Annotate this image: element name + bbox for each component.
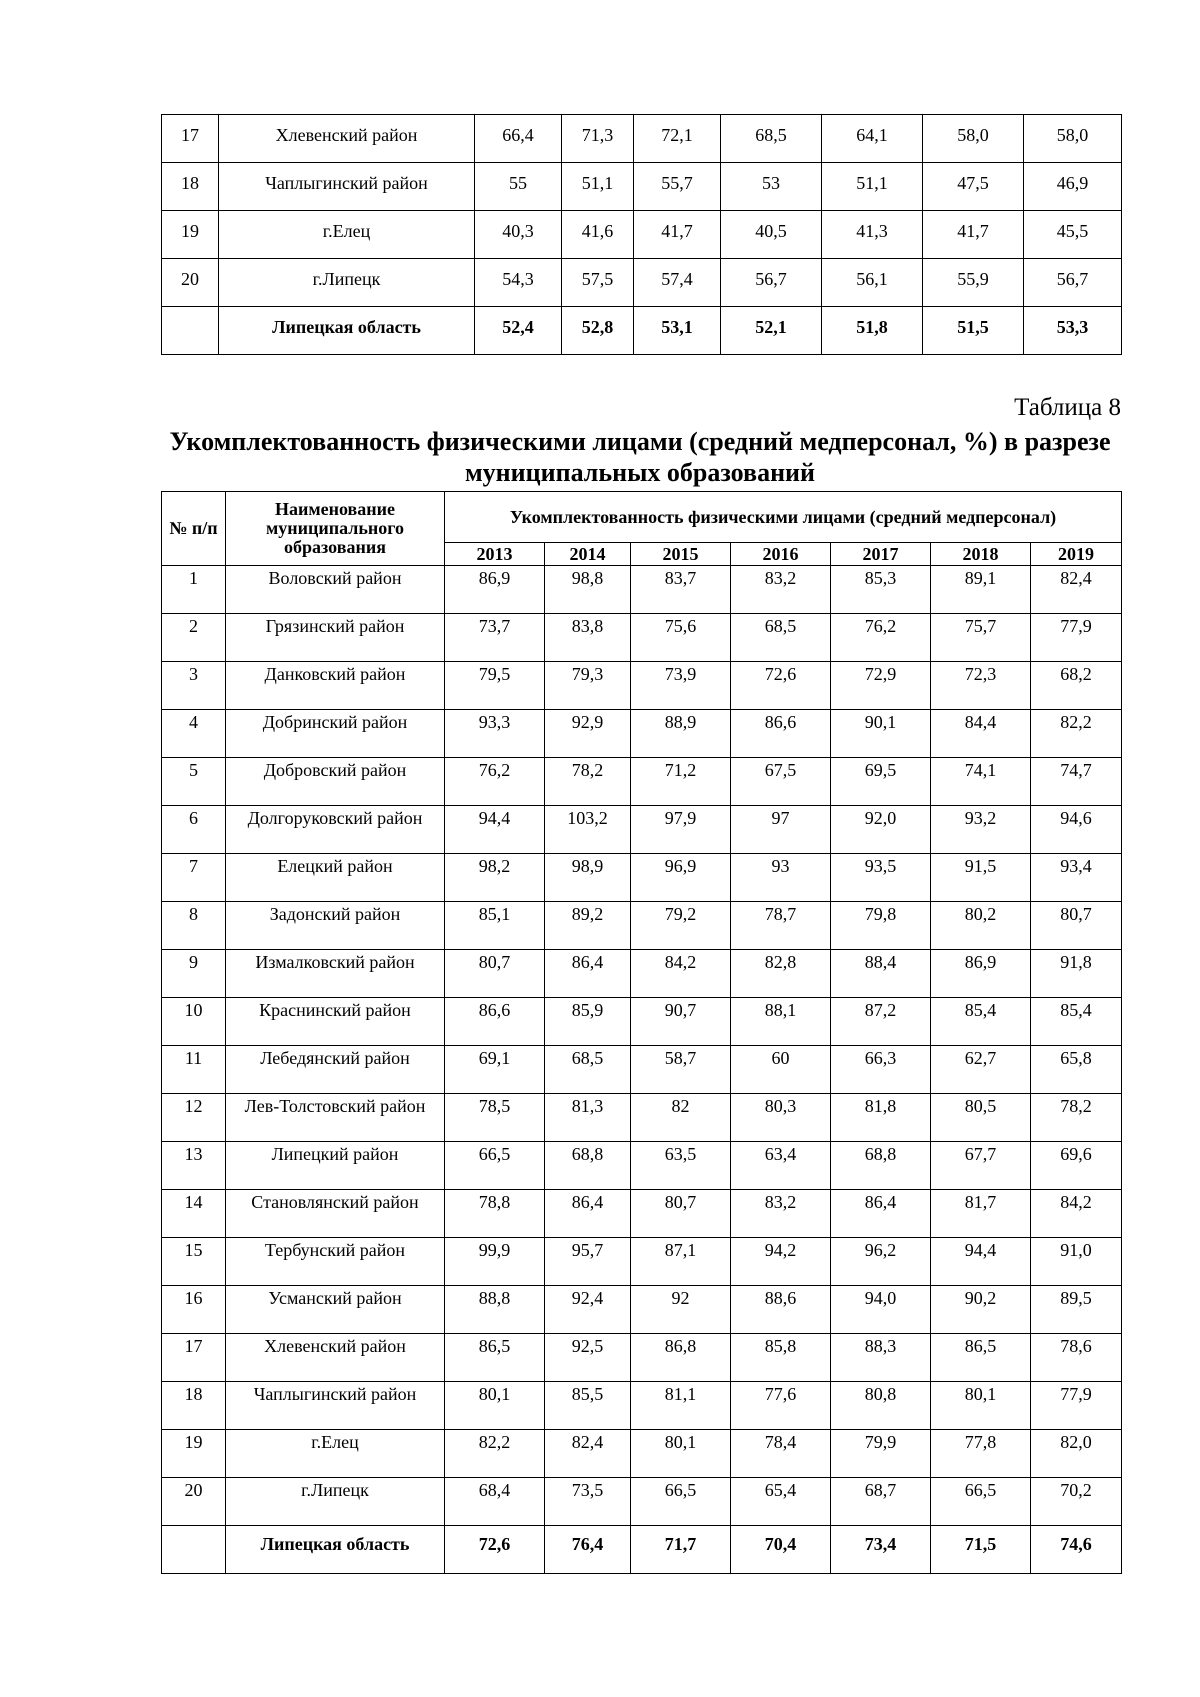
value-cell: 56,1 [822,259,923,307]
row-num-cell: 11 [162,1046,226,1094]
row-num-cell: 20 [162,1478,226,1526]
value-cell: 78,7 [731,902,831,950]
header-year: 2018 [931,543,1031,566]
row-name-cell: Данковский район [226,662,445,710]
table-row [162,614,1122,662]
value-cell: 46,9 [1024,163,1122,211]
value-cell: 86,4 [545,1190,631,1238]
value-cell: 79,2 [631,902,731,950]
row-name-cell: Добринский район [226,710,445,758]
table-row [162,1190,1122,1238]
value-cell: 93 [731,854,831,902]
value-cell: 90,2 [931,1286,1031,1334]
row-name-cell: Тербунский район [226,1238,445,1286]
row-name-cell: Задонский район [226,902,445,950]
row-num-cell: 7 [162,854,226,902]
value-cell: 70,2 [1031,1478,1122,1526]
table-row [162,854,1122,902]
row-num-cell: 5 [162,758,226,806]
table-row [162,115,1122,163]
value-cell: 95,7 [545,1238,631,1286]
row-num-cell: 19 [162,1430,226,1478]
row-name-cell: Хлевенский район [226,1334,445,1382]
value-cell: 51,1 [822,163,923,211]
row-num-cell: 19 [162,211,219,259]
value-cell: 85,8 [731,1334,831,1382]
value-cell: 96,9 [631,854,731,902]
row-num-cell: 8 [162,902,226,950]
row-name-cell: Становлянский район [226,1190,445,1238]
total-row [162,1526,1122,1574]
row-num-cell: 10 [162,998,226,1046]
table-title: Укомплектованность физическими лицами (средний медперсонал, %) в разрезе муниципальных образований [169,427,1111,487]
value-cell: 40,3 [475,211,562,259]
value-cell: 71,2 [631,758,731,806]
value-cell: 86,9 [445,566,545,614]
value-cell: 51,1 [562,163,634,211]
value-cell: 80,7 [445,950,545,998]
value-cell: 68,2 [1031,662,1122,710]
value-cell: 85,1 [445,902,545,950]
table-row [162,950,1122,998]
value-cell: 85,5 [545,1382,631,1430]
value-cell: 55,9 [923,259,1024,307]
header-name: Наименование муниципального образования [226,492,445,566]
value-cell: 72,1 [634,115,721,163]
row-name-cell: Усманский район [226,1286,445,1334]
value-cell: 51,5 [923,307,1024,355]
row-name-cell: Липецкая область [226,1526,445,1574]
row-num-cell: 17 [162,115,219,163]
value-cell: 68,5 [545,1046,631,1094]
value-cell: 89,5 [1031,1286,1122,1334]
value-cell: 69,5 [831,758,931,806]
value-cell: 52,4 [475,307,562,355]
value-cell: 80,1 [931,1382,1031,1430]
table-row [162,1382,1122,1430]
value-cell: 58,0 [1024,115,1122,163]
value-cell: 58,7 [631,1046,731,1094]
value-cell: 77,8 [931,1430,1031,1478]
value-cell: 66,5 [931,1478,1031,1526]
value-cell: 82,2 [445,1430,545,1478]
value-cell: 78,2 [545,758,631,806]
table-row [162,566,1122,614]
value-cell: 82,0 [1031,1430,1122,1478]
value-cell: 92,5 [545,1334,631,1382]
value-cell: 84,2 [631,950,731,998]
value-cell: 60 [731,1046,831,1094]
value-cell: 86,6 [731,710,831,758]
row-num-cell: 1 [162,566,226,614]
value-cell: 97,9 [631,806,731,854]
value-cell: 98,8 [545,566,631,614]
value-cell: 45,5 [1024,211,1122,259]
value-cell: 70,4 [731,1526,831,1574]
value-cell: 75,7 [931,614,1031,662]
value-cell: 93,3 [445,710,545,758]
value-cell: 65,8 [1031,1046,1122,1094]
value-cell: 85,9 [545,998,631,1046]
value-cell: 54,3 [475,259,562,307]
value-cell: 87,1 [631,1238,731,1286]
value-cell: 96,2 [831,1238,931,1286]
value-cell: 78,8 [445,1190,545,1238]
value-cell: 72,3 [931,662,1031,710]
table-row [162,1430,1122,1478]
table-row [162,1334,1122,1382]
value-cell: 86,9 [931,950,1031,998]
value-cell: 72,6 [445,1526,545,1574]
value-cell: 94,6 [1031,806,1122,854]
value-cell: 91,8 [1031,950,1122,998]
value-cell: 92 [631,1286,731,1334]
value-cell: 69,1 [445,1046,545,1094]
value-cell: 73,9 [631,662,731,710]
value-cell: 68,8 [545,1142,631,1190]
header-year: 2015 [631,543,731,566]
value-cell: 73,7 [445,614,545,662]
value-cell: 103,2 [545,806,631,854]
value-cell: 86,4 [545,950,631,998]
row-name-cell: Лев-Толстовский район [226,1094,445,1142]
value-cell: 55 [475,163,562,211]
row-name-cell: Лебедянский район [226,1046,445,1094]
value-cell: 83,7 [631,566,731,614]
value-cell: 73,4 [831,1526,931,1574]
value-cell: 68,4 [445,1478,545,1526]
value-cell: 98,2 [445,854,545,902]
value-cell: 80,8 [831,1382,931,1430]
row-name-cell: г.Липецк [219,259,475,307]
table-row [162,758,1122,806]
value-cell: 91,5 [931,854,1031,902]
header-year: 2016 [731,543,831,566]
table-row [162,1142,1122,1190]
value-cell: 53 [721,163,822,211]
value-cell: 86,8 [631,1334,731,1382]
table-row [162,1478,1122,1526]
value-cell: 79,8 [831,902,931,950]
value-cell: 76,2 [445,758,545,806]
value-cell: 66,5 [445,1142,545,1190]
value-cell: 90,7 [631,998,731,1046]
value-cell: 94,4 [931,1238,1031,1286]
row-name-cell: Измалковский район [226,950,445,998]
value-cell: 80,3 [731,1094,831,1142]
value-cell: 51,8 [822,307,923,355]
value-cell: 63,4 [731,1142,831,1190]
top-table-body [162,115,1122,355]
row-name-cell: Липецкий район [226,1142,445,1190]
row-name-cell: Чаплыгинский район [219,163,475,211]
value-cell: 68,5 [721,115,822,163]
value-cell: 47,5 [923,163,1024,211]
value-cell: 80,5 [931,1094,1031,1142]
row-name-cell: Краснинский район [226,998,445,1046]
value-cell: 41,6 [562,211,634,259]
value-cell: 85,4 [1031,998,1122,1046]
value-cell: 88,8 [445,1286,545,1334]
value-cell: 55,7 [634,163,721,211]
value-cell: 77,9 [1031,1382,1122,1430]
value-cell: 77,6 [731,1382,831,1430]
value-cell: 79,9 [831,1430,931,1478]
row-name-cell: Воловский район [226,566,445,614]
value-cell: 82 [631,1094,731,1142]
value-cell: 86,4 [831,1190,931,1238]
value-cell: 64,1 [822,115,923,163]
value-cell: 73,5 [545,1478,631,1526]
value-cell: 78,5 [445,1094,545,1142]
row-name-cell: Хлевенский район [219,115,475,163]
header-year: 2017 [831,543,931,566]
value-cell: 77,9 [1031,614,1122,662]
row-name-cell: г.Липецк [226,1478,445,1526]
row-num-cell: 15 [162,1238,226,1286]
value-cell: 91,0 [1031,1238,1122,1286]
value-cell: 84,2 [1031,1190,1122,1238]
value-cell: 92,4 [545,1286,631,1334]
value-cell: 86,5 [445,1334,545,1382]
value-cell: 88,9 [631,710,731,758]
table-row [162,662,1122,710]
value-cell: 57,4 [634,259,721,307]
value-cell: 92,9 [545,710,631,758]
value-cell: 76,2 [831,614,931,662]
value-cell: 88,3 [831,1334,931,1382]
value-cell: 81,7 [931,1190,1031,1238]
row-name-cell: Долгоруковский район [226,806,445,854]
value-cell: 84,4 [931,710,1031,758]
value-cell: 81,8 [831,1094,931,1142]
value-cell: 80,2 [931,902,1031,950]
row-num-cell: 2 [162,614,226,662]
bottom-table-body [162,566,1122,1574]
value-cell: 66,3 [831,1046,931,1094]
value-cell: 72,9 [831,662,931,710]
value-cell: 74,1 [931,758,1031,806]
value-cell: 79,3 [545,662,631,710]
bottom-table [161,491,1122,1574]
row-name-cell: г.Елец [219,211,475,259]
row-num-cell: 17 [162,1334,226,1382]
value-cell: 86,5 [931,1334,1031,1382]
table-row [162,259,1122,307]
header-year: 2019 [1031,543,1122,566]
row-num-cell: 13 [162,1142,226,1190]
row-num-cell: 6 [162,806,226,854]
value-cell: 74,6 [1031,1526,1122,1574]
value-cell: 97 [731,806,831,854]
value-cell: 69,6 [1031,1142,1122,1190]
row-num-cell: 18 [162,163,219,211]
value-cell: 88,4 [831,950,931,998]
table-label: Таблица 8 [1014,394,1121,421]
header-num: № п/п [162,492,226,566]
table-row [162,806,1122,854]
header-year: 2013 [445,543,545,566]
row-num-cell: 9 [162,950,226,998]
value-cell: 82,4 [1031,566,1122,614]
row-num-cell: 14 [162,1190,226,1238]
table-row [162,1238,1122,1286]
value-cell: 74,7 [1031,758,1122,806]
value-cell: 53,1 [634,307,721,355]
row-num-cell [162,1526,226,1574]
value-cell: 93,4 [1031,854,1122,902]
value-cell: 71,7 [631,1526,731,1574]
row-num-cell: 20 [162,259,219,307]
row-name-cell: Грязинский район [226,614,445,662]
value-cell: 89,2 [545,902,631,950]
table-row [162,902,1122,950]
table-row [162,1286,1122,1334]
value-cell: 63,5 [631,1142,731,1190]
value-cell: 81,1 [631,1382,731,1430]
value-cell: 56,7 [1024,259,1122,307]
value-cell: 98,9 [545,854,631,902]
value-cell: 94,0 [831,1286,931,1334]
value-cell: 80,7 [631,1190,731,1238]
row-name-cell: Добровский район [226,758,445,806]
value-cell: 83,8 [545,614,631,662]
value-cell: 71,5 [931,1526,1031,1574]
header-year: 2014 [545,543,631,566]
value-cell: 41,3 [822,211,923,259]
value-cell: 88,1 [731,998,831,1046]
row-name-cell: Липецкая область [219,307,475,355]
row-name-cell: Елецкий район [226,854,445,902]
row-num-cell: 18 [162,1382,226,1430]
value-cell: 78,4 [731,1430,831,1478]
value-cell: 71,3 [562,115,634,163]
value-cell: 82,4 [545,1430,631,1478]
value-cell: 93,2 [931,806,1031,854]
value-cell: 66,5 [631,1478,731,1526]
value-cell: 82,2 [1031,710,1122,758]
value-cell: 76,4 [545,1526,631,1574]
value-cell: 80,1 [445,1382,545,1430]
value-cell: 57,5 [562,259,634,307]
value-cell: 53,3 [1024,307,1122,355]
value-cell: 65,4 [731,1478,831,1526]
row-num-cell: 3 [162,662,226,710]
value-cell: 93,5 [831,854,931,902]
row-num-cell: 16 [162,1286,226,1334]
value-cell: 56,7 [721,259,822,307]
row-num-cell [162,307,219,355]
row-name-cell: Чаплыгинский район [226,1382,445,1430]
value-cell: 41,7 [923,211,1024,259]
value-cell: 68,8 [831,1142,931,1190]
value-cell: 88,6 [731,1286,831,1334]
value-cell: 92,0 [831,806,931,854]
row-name-cell: г.Елец [226,1430,445,1478]
value-cell: 62,7 [931,1046,1031,1094]
value-cell: 41,7 [634,211,721,259]
table-row [162,1046,1122,1094]
value-cell: 99,9 [445,1238,545,1286]
value-cell: 66,4 [475,115,562,163]
value-cell: 90,1 [831,710,931,758]
value-cell: 82,8 [731,950,831,998]
value-cell: 80,7 [1031,902,1122,950]
value-cell: 85,3 [831,566,931,614]
table-row [162,998,1122,1046]
value-cell: 83,2 [731,1190,831,1238]
table-row [162,163,1122,211]
value-cell: 75,6 [631,614,731,662]
value-cell: 52,8 [562,307,634,355]
row-num-cell: 12 [162,1094,226,1142]
value-cell: 94,2 [731,1238,831,1286]
value-cell: 87,2 [831,998,931,1046]
value-cell: 85,4 [931,998,1031,1046]
value-cell: 58,0 [923,115,1024,163]
value-cell: 80,1 [631,1430,731,1478]
value-cell: 78,2 [1031,1094,1122,1142]
value-cell: 72,6 [731,662,831,710]
value-cell: 81,3 [545,1094,631,1142]
value-cell: 68,7 [831,1478,931,1526]
value-cell: 67,5 [731,758,831,806]
row-num-cell: 4 [162,710,226,758]
value-cell: 89,1 [931,566,1031,614]
table-row [162,1094,1122,1142]
table-row [162,710,1122,758]
value-cell: 68,5 [731,614,831,662]
value-cell: 79,5 [445,662,545,710]
top-table [161,114,1122,355]
value-cell: 78,6 [1031,1334,1122,1382]
value-cell: 94,4 [445,806,545,854]
value-cell: 52,1 [721,307,822,355]
total-row [162,307,1122,355]
header-group: Укомплектованность физическими лицами (средний медперсонал) [445,492,1122,543]
table-row [162,211,1122,259]
value-cell: 40,5 [721,211,822,259]
value-cell: 67,7 [931,1142,1031,1190]
value-cell: 83,2 [731,566,831,614]
value-cell: 86,6 [445,998,545,1046]
